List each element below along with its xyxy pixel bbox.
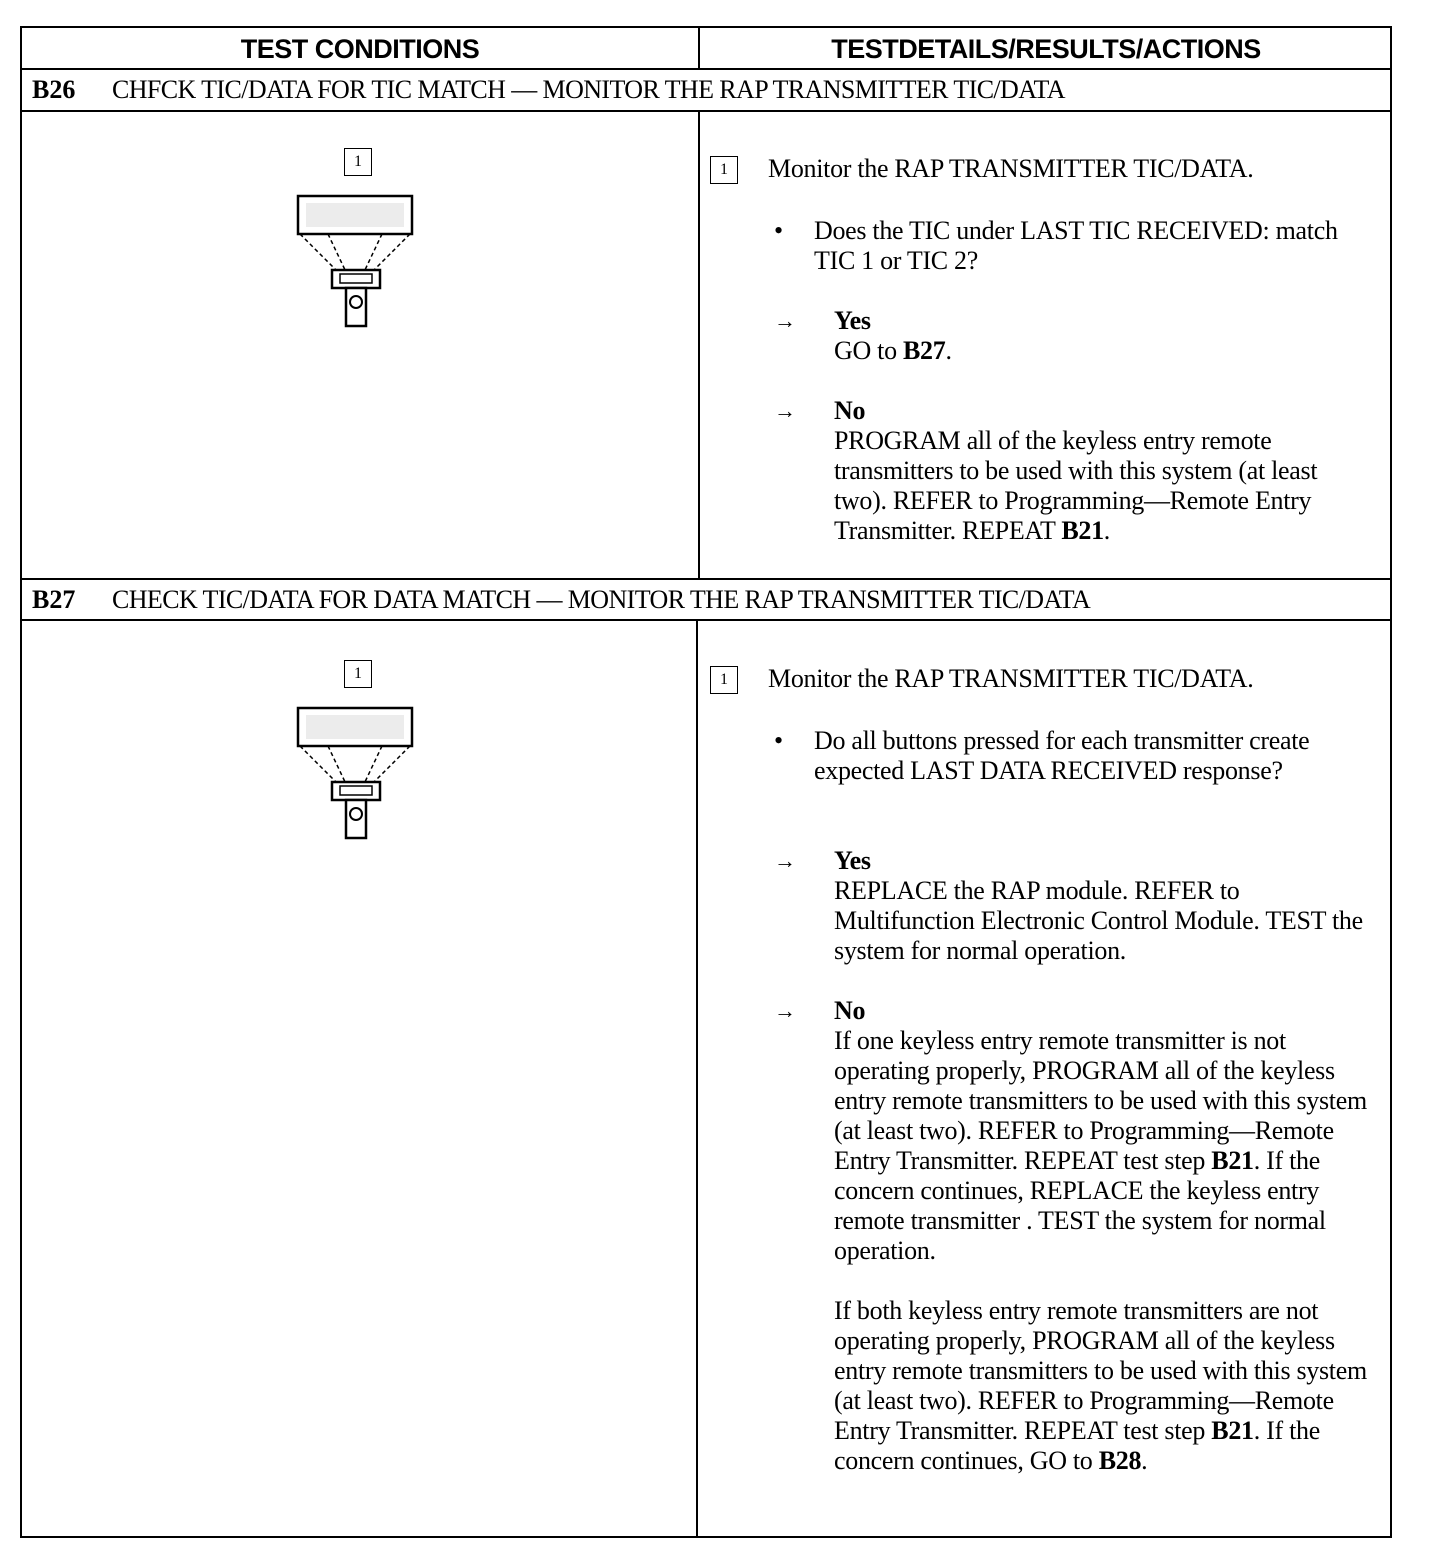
arrow-right-icon: → xyxy=(774,398,796,423)
divider xyxy=(698,28,700,68)
step-title-b27 xyxy=(22,580,1390,620)
step-reference: B21 xyxy=(1211,1416,1254,1445)
step-number-box: 1 xyxy=(710,156,738,184)
diagnostic-table xyxy=(20,26,1392,1538)
no-action-text: . If the concern continues, GO to xyxy=(834,1416,1320,1475)
no-action xyxy=(834,426,1374,546)
punctuation: . xyxy=(945,336,952,365)
step-title-text: CHFCK TIC/DATA FOR TIC MATCH — MONITOR THE RAP TRANSMITTER TIC/DATA xyxy=(112,75,1065,104)
punctuation: . xyxy=(1103,516,1110,545)
instruction-text: Monitor the RAP TRANSMITTER TIC/DATA. xyxy=(768,664,1254,693)
step-code: B26 xyxy=(32,75,76,104)
yes-branch xyxy=(834,306,1374,366)
monitor-diagram-b26 xyxy=(292,148,422,328)
divider xyxy=(22,110,1390,112)
no-action-text: If both keyless entry remote transmitters are not operating properly, PROGRAM all of the keyless entry remote transmitters to be used with this system (at least two). REFER to Programming—Remote Entry Transmitter. REPEAT test step xyxy=(834,1296,1367,1445)
question-text: Does the TIC under LAST TIC RECEIVED: match TIC 1 or TIC 2? xyxy=(814,216,1338,275)
arrow-right-icon: → xyxy=(774,308,796,333)
no-branch xyxy=(834,396,1374,546)
step-reference: B21 xyxy=(1211,1146,1254,1175)
column-header-test-conditions: TEST CONDITIONS xyxy=(240,34,480,64)
question-text: Do all buttons pressed for each transmitter create expected LAST DATA RECEIVED response? xyxy=(814,726,1310,785)
yes-branch xyxy=(834,846,1374,966)
punctuation: . xyxy=(1141,1446,1148,1475)
step-number-box: 1 xyxy=(710,666,738,694)
step-title-b26 xyxy=(22,70,1390,110)
divider xyxy=(696,619,698,1538)
repeat-text: REPEAT xyxy=(962,516,1062,545)
step-reference: B21 xyxy=(1061,516,1104,545)
no-action-text: If one keyless entry remote transmitter is not operating properly, PROGRAM all of the keyless entry remote transmitters to be used with this system (at least two). REFER to Programming—Remote Entry Transmitter. REPEAT test step xyxy=(834,1026,1367,1175)
column-header-test-details: TESTDETAILS/RESULTS/ACTIONS xyxy=(831,34,1261,64)
divider xyxy=(698,110,700,578)
no-label: No xyxy=(834,996,866,1025)
scan-tool-icon xyxy=(292,148,422,328)
no-action-paragraph-1 xyxy=(834,1026,1380,1266)
bullet-icon: • xyxy=(774,216,784,245)
scan-tool-icon xyxy=(292,660,422,840)
no-action-paragraph-2 xyxy=(834,1296,1380,1476)
bullet-icon: • xyxy=(774,726,784,755)
no-label: No xyxy=(834,396,866,425)
step-code: B27 xyxy=(32,585,76,614)
no-action-text: PROGRAM all of the keyless entry remote transmitters to be used with this system (at least two). REFER to Programming—Remote Entry Transmitter. xyxy=(834,426,1318,545)
arrow-right-icon: → xyxy=(774,848,796,873)
step-reference: B28 xyxy=(1098,1446,1142,1475)
arrow-right-icon: → xyxy=(774,998,796,1023)
yes-action xyxy=(834,336,1374,366)
step-number-box: 1 xyxy=(344,660,372,688)
yes-action: REPLACE the RAP module. REFER to Multifunction Electronic Control Module. TEST the system for normal operation. xyxy=(834,876,1363,965)
yes-action-text: GO to xyxy=(834,336,903,365)
step-number-box: 1 xyxy=(344,148,372,176)
step-title-text: CHECK TIC/DATA FOR DATA MATCH — MONITOR THE RAP TRANSMITTER TIC/DATA xyxy=(112,585,1091,614)
no-action-text: . If the concern continues, REPLACE the keyless entry remote transmitter . TEST the system for normal operation. xyxy=(834,1146,1326,1265)
instruction-text: Monitor the RAP TRANSMITTER TIC/DATA. xyxy=(768,154,1254,183)
yes-label: Yes xyxy=(834,846,871,875)
yes-label: Yes xyxy=(834,306,871,335)
monitor-diagram-b27 xyxy=(292,660,422,840)
step-reference: B27 xyxy=(902,336,946,365)
no-branch xyxy=(834,996,1380,1476)
